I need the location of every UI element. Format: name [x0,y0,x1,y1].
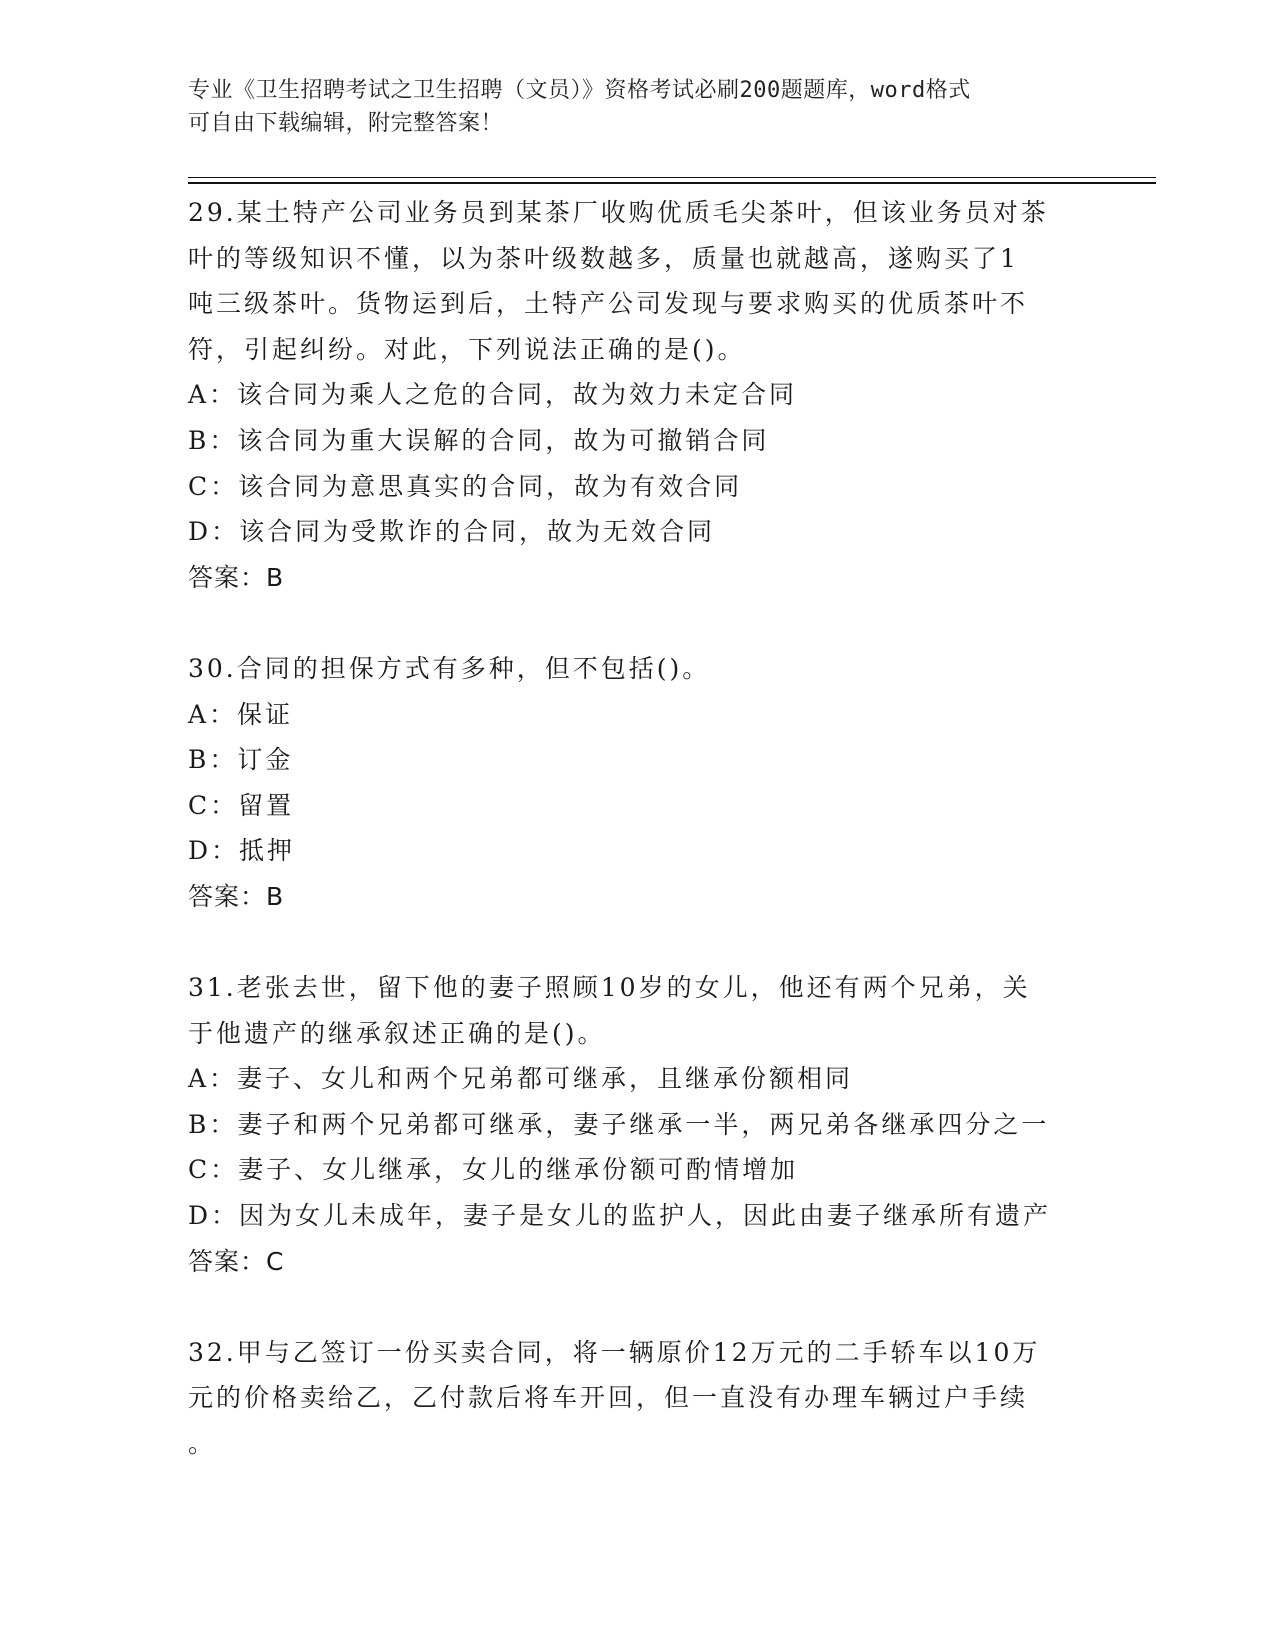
question-32 [188,1330,1088,1467]
question-stem-line: 符，引起纠纷。对此，下列说法正确的是()。 [188,334,746,364]
answer-line: 答案：C [188,1246,285,1276]
question-stem-line: 叶的等级知识不懂，以为茶叶级数越多，质量也就越高，遂购买了1 [188,243,1019,273]
header-line-2: 可自由下载编辑，附完整答案！ [188,111,504,136]
option-b: B：该合同为重大误解的合同，故为可撤销合同 [188,425,770,455]
option-c: C：妻子、女儿继承，女儿的继承份额可酌情增加 [188,1155,799,1185]
question-stem-line: 。 [188,1429,217,1459]
document-header [188,74,1068,140]
option-a: A：保证 [188,699,294,729]
question-stem-line: 30.合同的担保方式有多种，但不包括()。 [188,653,711,683]
header-rule-thick [188,182,1156,184]
answer-line: 答案：B [188,881,285,911]
answer-line: 答案：B [188,562,285,592]
option-c: C：该合同为意思真实的合同，故为有效合同 [188,471,743,501]
question-stem-line: 于他遗产的继承叙述正确的是()。 [188,1018,606,1048]
question-spacer [188,920,1088,966]
option-d: D：该合同为受欺诈的合同，故为无效合同 [188,517,716,547]
option-c: C：留置 [188,790,295,820]
header-line-1: 专业《卫生招聘考试之卫生招聘（文员）》资格考试必刷200题题库，word格式 [188,78,971,103]
question-list [188,190,1088,1467]
question-stem-line: 32.甲与乙签订一份买卖合同，将一辆原价12万元的二手轿车以10万 [188,1337,1041,1367]
question-stem-line: 元的价格卖给乙，乙付款后将车开回，但一直没有办理车辆过户手续 [188,1383,1029,1413]
question-31 [188,965,1088,1284]
header-rule-thin [188,177,1156,178]
question-29 [188,190,1088,600]
option-b: B：妻子和两个兄弟都可继承，妻子继承一半，两兄弟各继承四分之一 [188,1109,1050,1139]
question-stem-line: 31.老张去世，留下他的妻子照顾10岁的女儿，他还有两个兄弟，关 [188,973,1031,1003]
option-a: A：妻子、女儿和两个兄弟都可继承，且继承份额相同 [188,1064,854,1094]
option-b: B：订金 [188,745,294,775]
question-stem-line: 29.某土特产公司业务员到某茶厂收购优质毛尖茶叶，但该业务员对茶 [188,198,1049,227]
question-spacer [188,600,1088,646]
option-a: A：该合同为乘人之危的合同，故为效力未定合同 [188,380,798,410]
question-stem-line: 吨三级茶叶。货物运到后，土特产公司发现与要求购买的优质茶叶不 [188,289,1029,319]
option-d: D：因为女儿未成年，妻子是女儿的监护人，因此由妻子继承所有遗产 [188,1201,1052,1231]
question-30 [188,646,1088,920]
question-spacer [188,1284,1088,1330]
option-d: D：抵押 [188,836,296,866]
